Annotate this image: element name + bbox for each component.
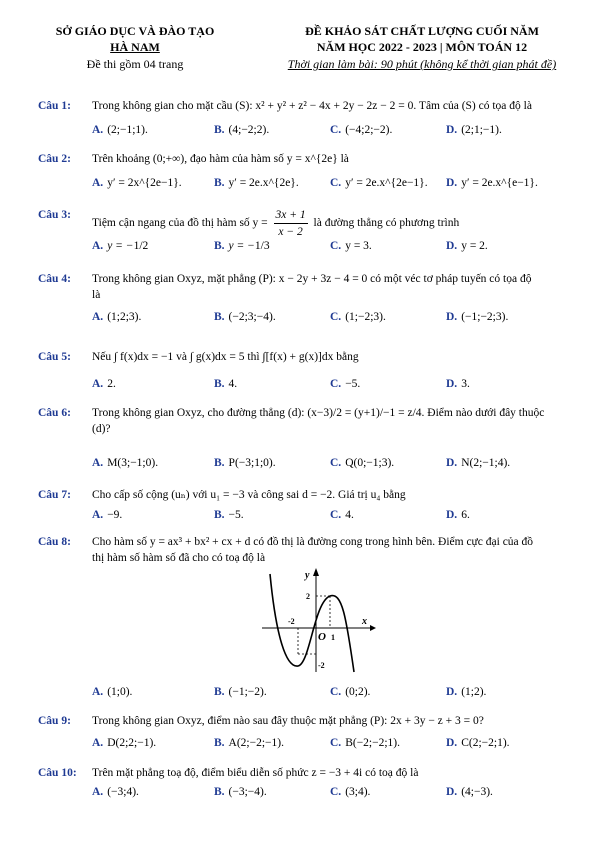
option-b[interactable]: B. (−3;−4). — [214, 786, 267, 798]
question-number: Câu 7: — [38, 489, 71, 501]
x-tick-label: 1 — [331, 633, 335, 642]
option-c[interactable]: C. (0;2). — [330, 686, 371, 698]
y-tick-label: 2 — [306, 592, 310, 601]
question-text: Cho hàm số y = ax³ + bx² + cx + d có đồ thị là đường cong trong hình bên. Điểm cực đại của đồ thị hàm số hàm số đã cho có toạ độ là — [92, 536, 534, 564]
option-a[interactable]: A. (2;−1;1). — [92, 124, 148, 136]
question-number: Câu 4: — [38, 273, 71, 285]
question-number: Câu 5: — [38, 351, 71, 363]
origin-label: O — [318, 631, 326, 643]
x-axis-label: x — [362, 616, 367, 627]
option-b[interactable]: B. y′ = 2e.x^{2e}. — [214, 177, 299, 189]
option-b[interactable]: B. (−2;3;−4). — [214, 311, 276, 323]
option-c[interactable]: C. (−4;2;−2). — [330, 124, 393, 136]
option-a[interactable]: A. M(3;−1;0). — [92, 457, 159, 469]
page-count: Đề thi gồm 04 trang — [86, 57, 184, 71]
exam-duration: Thời gian làm bài: 90 phút (không kể thời gian phát đề) — [287, 57, 557, 71]
x-tick-label: -2 — [288, 617, 295, 626]
option-c[interactable]: C. y′ = 2e.x^{2e−1}. — [330, 177, 428, 189]
question-text: Tiệm cận ngang của đồ thị hàm số y = $\frac{3x + 1}{x - 2}$ là đường thẳng có phương trình — [92, 209, 460, 238]
question-text: Trong không gian Oxyz, điểm nào sau đây thuộc mặt phẳng (P): 2x + 3y − z + 3 = 0? — [92, 715, 484, 727]
question-number: Câu 10: — [38, 767, 77, 779]
question-number: Câu 3: — [38, 209, 71, 221]
cubic-graph — [258, 566, 378, 678]
question-number: Câu 6: — [38, 407, 71, 419]
option-b[interactable]: B. A(2;−2;−1). — [214, 737, 284, 749]
option-c[interactable]: C. Q(0;−1;3). — [330, 457, 395, 469]
option-c[interactable]: C. 4. — [330, 509, 354, 521]
option-a[interactable]: A. y = −1/2 — [92, 240, 149, 252]
cubic-curve — [270, 574, 354, 672]
option-b[interactable]: B. y = −1/3 — [214, 240, 270, 252]
option-a[interactable]: A. 2. — [92, 378, 116, 390]
option-b[interactable]: B. (−1;−2). — [214, 686, 267, 698]
exam-year-subject: NĂM HỌC 2022 - 2023 | MÔN TOÁN 12 — [316, 40, 528, 54]
question-text: Trong không gian cho mặt cầu (S): x² + y² + z² − 4x + 2y − 2z − 2 = 0. Tâm của (S) có tọa độ là — [92, 100, 532, 112]
option-c[interactable]: C. B(−2;−2;1). — [330, 737, 401, 749]
question-text: Trên mặt phẳng toạ độ, điểm biểu diễn số phức z = −3 + 4i có toạ độ là — [92, 767, 419, 779]
option-d[interactable]: D. (−1;−2;3). — [446, 311, 509, 323]
exam-title: ĐỀ KHẢO SÁT CHẤT LƯỢNG CUỐI NĂM — [305, 24, 539, 38]
question-text: Trong không gian Oxyz, cho đường thẳng (d): (x−3)/2 = (y+1)/−1 = z/4. Điểm nào dưới đây thuộc (d)? — [92, 407, 545, 435]
option-a[interactable]: A. (1;2;3). — [92, 311, 142, 323]
x-axis-arrow — [370, 625, 376, 631]
y-axis-arrow — [313, 568, 319, 576]
province-name: HÀ NAM — [110, 40, 160, 54]
option-b[interactable]: B. (4;−2;2). — [214, 124, 270, 136]
option-d[interactable]: D. (2;1;−1). — [446, 124, 502, 136]
option-a[interactable]: A. D(2;2;−1). — [92, 737, 157, 749]
option-d[interactable]: D. 3. — [446, 378, 470, 390]
question-text: Cho cấp số cộng (uₙ) với u₁ = −3 và công sai d = −2. Giá trị u₄ bằng — [92, 489, 406, 501]
option-b[interactable]: B. 4. — [214, 378, 238, 390]
option-d[interactable]: D. N(2;−1;4). — [446, 457, 511, 469]
option-a[interactable]: A. (−3;4). — [92, 786, 139, 798]
option-c[interactable]: C. (3;4). — [330, 786, 371, 798]
option-c[interactable]: C. −5. — [330, 378, 361, 390]
option-d[interactable]: D. 6. — [446, 509, 470, 521]
option-c[interactable]: C. y = 3. — [330, 240, 372, 252]
y-tick-label: -2 — [318, 661, 325, 670]
department-name: SỞ GIÁO DỤC VÀ ĐÀO TẠO — [55, 24, 215, 38]
question-number: Câu 8: — [38, 536, 71, 548]
option-b[interactable]: B. P(−3;1;0). — [214, 457, 276, 469]
option-a[interactable]: A. (1;0). — [92, 686, 133, 698]
option-d[interactable]: D. y′ = 2e.x^{e−1}. — [446, 177, 538, 189]
option-d[interactable]: D. (4;−3). — [446, 786, 493, 798]
option-d[interactable]: D. C(2;−2;1). — [446, 737, 510, 749]
option-b[interactable]: B. −5. — [214, 509, 244, 521]
question-number: Câu 1: — [38, 100, 71, 112]
question-number: Câu 9: — [38, 715, 71, 727]
question-text: Trên khoảng (0;+∞), đạo hàm của hàm số y = x^{2e} là — [92, 153, 349, 165]
question-text: Nếu ∫ f(x)dx = −1 và ∫ g(x)dx = 5 thì ∫[f(x) + g(x)]dx bằng — [92, 351, 359, 363]
question-text: Trong không gian Oxyz, mặt phẳng (P): x − 2y + 3z − 4 = 0 có một véc tơ pháp tuyến có tọa độ là — [92, 273, 532, 301]
question-number: Câu 2: — [38, 153, 71, 165]
option-a[interactable]: A. y′ = 2x^{2e−1}. — [92, 177, 182, 189]
option-c[interactable]: C. (1;−2;3). — [330, 311, 386, 323]
option-d[interactable]: D. y = 2. — [446, 240, 488, 252]
y-axis-label: y — [305, 570, 310, 581]
option-d[interactable]: D. (1;2). — [446, 686, 487, 698]
option-a[interactable]: A. −9. — [92, 509, 123, 521]
